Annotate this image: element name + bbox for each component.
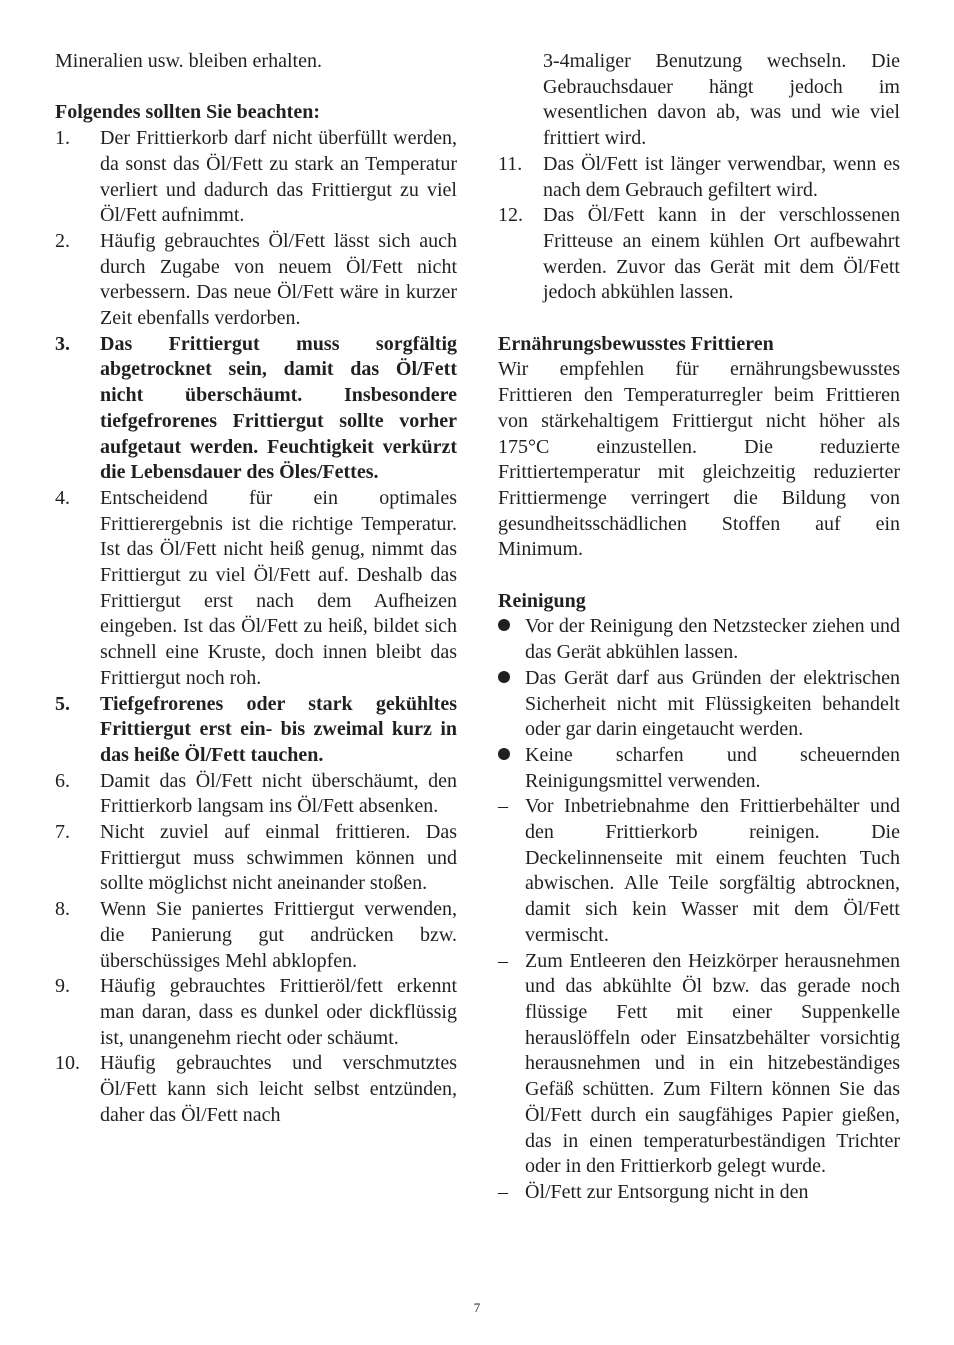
bullet-dot-icon: [498, 748, 510, 760]
item-number: 11.: [498, 152, 523, 175]
item-number: 5.: [55, 692, 70, 715]
item-number: 2.: [55, 229, 70, 252]
list-item: [55, 692, 457, 769]
dash-item: [498, 949, 900, 1180]
dash-marker: –: [498, 795, 508, 818]
cleaning-heading: Reinigung: [498, 589, 586, 612]
item-number: 9.: [55, 975, 70, 998]
item-number: 12.: [498, 204, 523, 227]
bullet-text: Das Gerät darf aus Gründen der elektrischen Sicherheit nicht mit Flüssigkeiten behandelt oder gar darin eingetaucht werden.: [525, 666, 900, 741]
item-number: 1.: [55, 127, 70, 150]
list-item: [498, 203, 900, 306]
nutrition-text: Wir empfehlen für ernährungsbewusstes Frittieren den Temperaturregler beim Frittieren von stärkehaltigem Frittiergut nicht höher als 175°C einzustellen. Die reduzierte Frittiertemperatur mit gleichzeitig reduzierter Frittiermenge verringert die Bildung von gesundheitsschädlichen Stoffen auf ein Minimum.: [498, 358, 900, 561]
left-column: [55, 49, 457, 1129]
item-text: Nicht zuviel auf einmal frittieren. Das Frittiergut muss schwimmen können und sollte möglichst nicht aneinander stoßen.: [100, 821, 457, 895]
page-number: 7: [473, 1300, 481, 1315]
bullet-item: [498, 743, 900, 794]
list-item-continuation: [498, 49, 900, 152]
item-text: Häufig gebrauchtes und verschmutztes Öl/Fett kann sich leicht selbst entzünden, daher das Öl/Fett nach: [100, 1052, 457, 1126]
item-text: Wenn Sie paniertes Frittiergut verwenden, die Panierung gut andrücken bzw. überschüssiges Mehl abklopfen.: [100, 898, 457, 972]
item-number: 10.: [55, 1052, 80, 1075]
item-text: Das Frittiergut muss sorgfältig abgetrocknet sein, damit das Öl/Fett nicht überschäumt. Insbesondere tiefgefrorenes Frittiergut sollte vorher aufgetaut werden. Feuchtigkeit verkürzt die Lebensdauer des Öles/Fettes.: [100, 332, 457, 484]
list-item: [55, 897, 457, 974]
item-number: 6.: [55, 769, 70, 792]
item-text: Das Öl/Fett kann in der verschlossenen Fritteuse an einem kühlen Ort aufbewahrt werden. Zuvor das Gerät mit dem Öl/Fett jedoch abkühlen lassen.: [543, 204, 900, 304]
bullet-dot-icon: [498, 671, 510, 683]
item-text: Der Frittierkorb darf nicht überfüllt werden, da sonst das Öl/Fett zu stark an Temperatur verliert und dadurch das Frittiergut zu viel Öl/Fett aufnimmt.: [100, 127, 457, 227]
item-text: Damit das Öl/Fett nicht überschäumt, den Frittierkorb langsam ins Öl/Fett absenken.: [100, 769, 457, 818]
item-number: 4.: [55, 486, 70, 509]
list-item: [55, 820, 457, 897]
list-item: [55, 229, 457, 332]
dash-item: [498, 794, 900, 948]
item-number: 8.: [55, 898, 70, 921]
bullet-item: [498, 666, 900, 743]
bullet-text: Vor der Reinigung den Netzstecker ziehen und das Gerät abkühlen lassen.: [525, 615, 900, 664]
list-item: [55, 769, 457, 820]
intro-text: Mineralien usw. bleiben erhalten.: [55, 50, 322, 72]
dash-text: Öl/Fett zur Entsorgung nicht in den: [525, 1180, 809, 1203]
bullet-dot-icon: [498, 619, 510, 631]
right-column: [498, 49, 900, 1206]
item-text: Das Öl/Fett ist länger verwendbar, wenn es nach dem Gebrauch gefiltert wird.: [543, 152, 900, 201]
item-text: Entscheidend für ein optimales Frittierergebnis ist die richtige Temperatur. Ist das Öl/Fett nicht heiß genug, nimmt das Frittiergut zu viel Öl/Fett auf. Deshalb das Frittiergut erst nach dem Aufheizen eingeben. Ist das Öl/Fett zu heiß, bildet sich schnell eine Kruste, doch innen bleibt das Frittiergut noch roh.: [100, 486, 457, 689]
item-text: Tiefgefrorenes oder stark gekühltes Frittiergut erst ein- bis zweimal kurz in das heiße Öl/Fett tauchen.: [100, 692, 457, 766]
dash-text: Zum Entleeren den Heizkörper herausnehmen und das abkühlte Öl bzw. das gerade noch flüssige Fett mit einer Suppenkelle herauslöffeln oder Einsatzbehälter vorsichtig herausnehmen und in ein hitzebeständiges Gefäß schütten. Zum Filtern können Sie das Öl/Fett durch ein saugfähiges Papier gießen, das in einen temperaturbeständigen Trichter oder in den Frittierkorb gelegt wurde.: [525, 949, 900, 1178]
item-text: Häufig gebrauchtes Frittieröl/fett erkennt man daran, dass es dunkel oder dickflüssig ist, unangenehm riecht oder schäumt.: [100, 975, 457, 1049]
dash-text: Vor Inbetriebnahme den Frittierbehälter und den Frittierkorb reinigen. Die Deckelinnenseite mit einem feuchten Tuch abwischen. Alle Teile sorgfältig abtrocknen, damit sich kein Wasser mit dem Öl/Fett vermischt.: [525, 795, 900, 946]
item-number: 7.: [55, 821, 70, 844]
list-item: [55, 126, 457, 229]
dash-item: [498, 1180, 900, 1206]
dash-marker: –: [498, 1180, 508, 1203]
list-item: [55, 332, 457, 486]
list-item: [498, 152, 900, 203]
nutrition-heading: Ernährungsbewusstes Frittieren: [498, 332, 774, 355]
item-number: 3.: [55, 332, 70, 355]
list-item: [55, 486, 457, 692]
item-text: 3-4maliger Benutzung wechseln. Die Gebrauchsdauer hängt jedoch im wesentlichen davon ab, was und wie viel frittiert wird.: [543, 50, 900, 150]
list-item: [55, 1051, 457, 1128]
notes-heading: Folgendes sollten Sie beachten:: [55, 101, 320, 124]
dash-marker: –: [498, 949, 508, 972]
bullet-item: [498, 614, 900, 665]
list-item: [55, 974, 457, 1051]
bullet-text: Keine scharfen und scheuernden Reinigungsmittel verwenden.: [525, 743, 900, 792]
item-text: Häufig gebrauchtes Öl/Fett lässt sich auch durch Zugabe von neuem Öl/Fett nicht verbessern. Das neue Öl/Fett wäre in kurzer Zeit ebenfalls verdorben.: [100, 229, 457, 330]
